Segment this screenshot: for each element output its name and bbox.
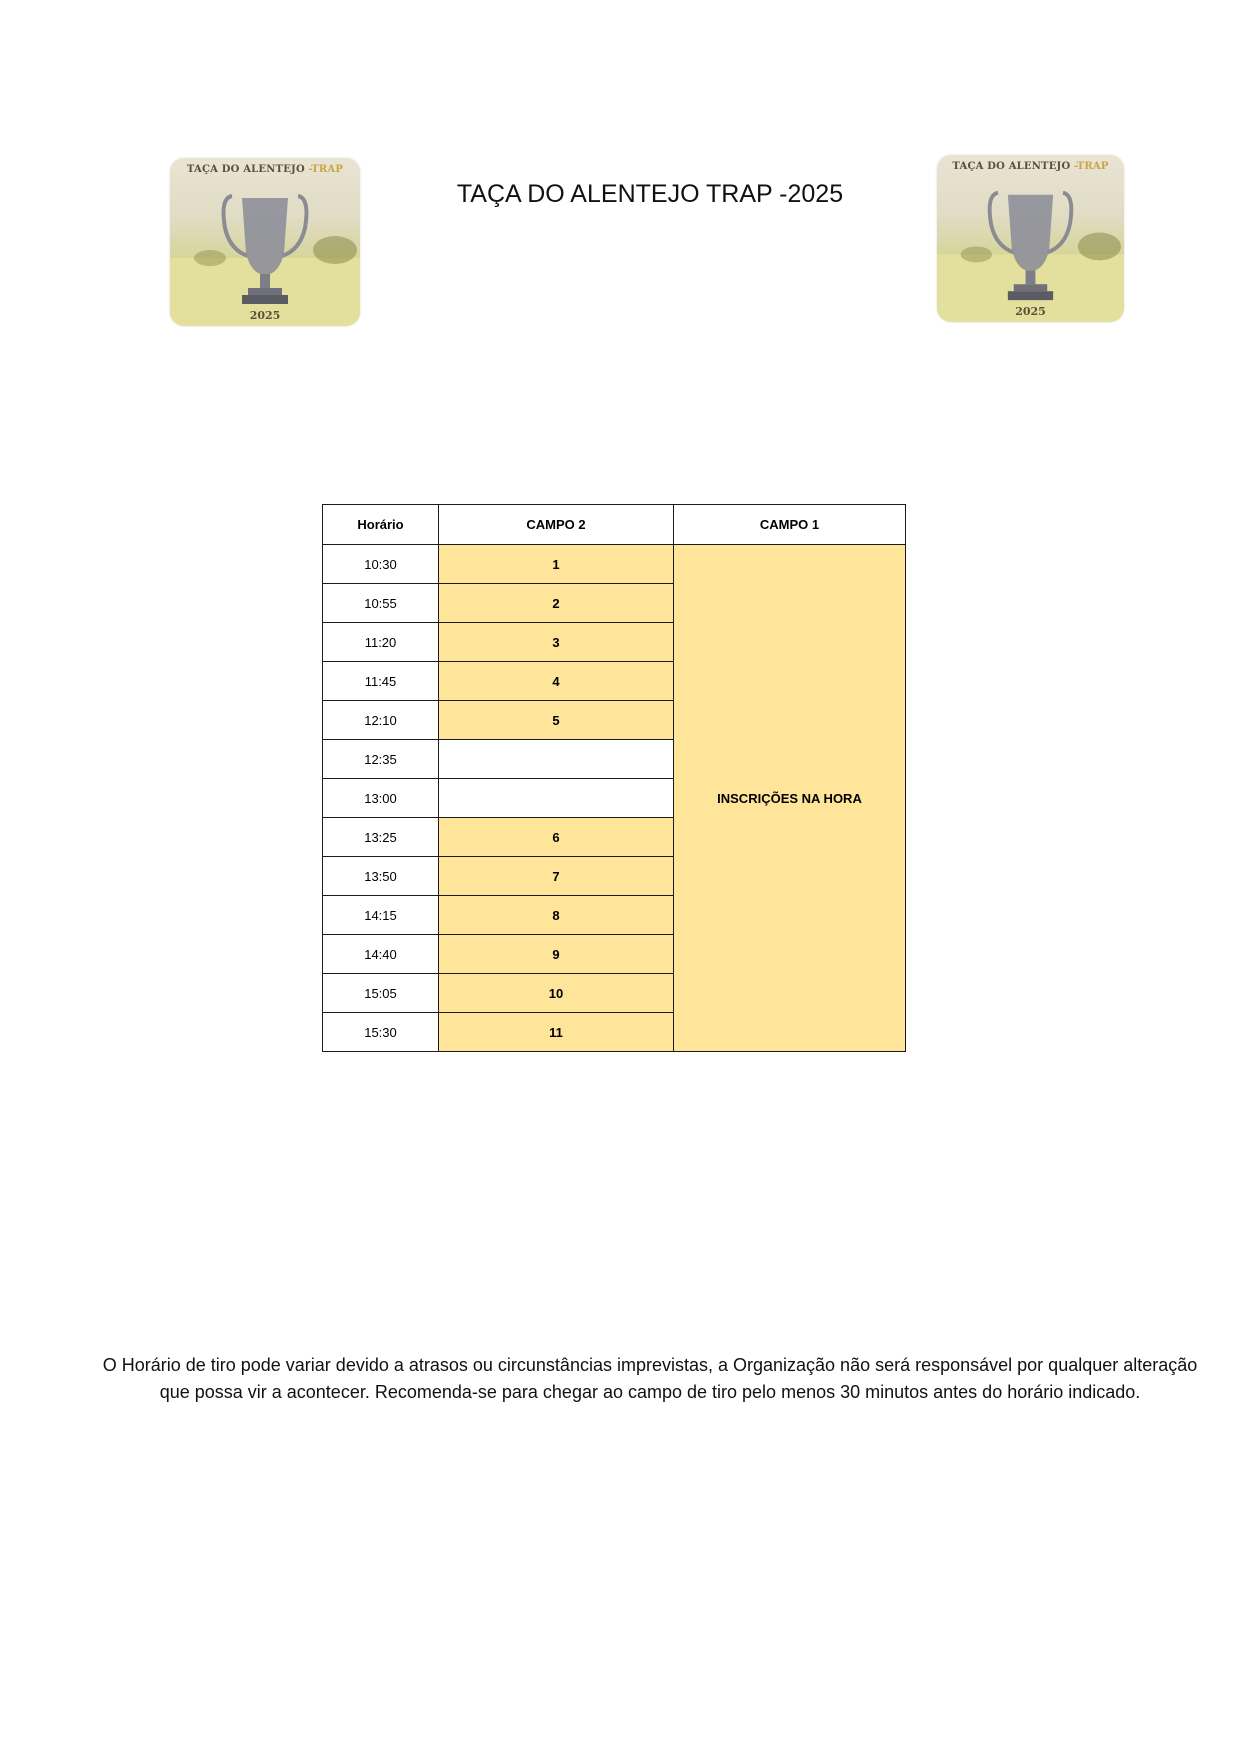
campo2-cell: 11 xyxy=(439,1013,674,1052)
logo-year: 2025 xyxy=(249,309,281,322)
time-cell: 13:50 xyxy=(323,857,439,896)
event-logo-left xyxy=(170,158,360,326)
campo2-cell: 1 xyxy=(439,545,674,584)
trophy-icon xyxy=(170,158,360,326)
time-cell: 15:05 xyxy=(323,974,439,1013)
column-header-campo2: CAMPO 2 xyxy=(439,505,674,545)
time-cell: 11:45 xyxy=(323,662,439,701)
disclaimer-note: O Horário de tiro pode variar devido a atrasos ou circunstâncias imprevistas, a Organização não será responsável por qualquer alteração que possa vir a acontecer. Recomenda-se para chegar ao campo de tiro pelo menos 30 minutos antes do horário indicado. xyxy=(102,1355,1198,1402)
campo2-cell: 4 xyxy=(439,662,674,701)
time-cell: 10:30 xyxy=(323,545,439,584)
time-cell: 13:00 xyxy=(323,779,439,818)
campo2-cell: 8 xyxy=(439,896,674,935)
trophy-icon xyxy=(937,155,1124,322)
table-row xyxy=(323,545,906,584)
time-cell: 14:40 xyxy=(323,935,439,974)
time-cell: 10:55 xyxy=(323,584,439,623)
time-cell: 14:15 xyxy=(323,896,439,935)
campo2-cell: 10 xyxy=(439,974,674,1013)
campo2-cell: 9 xyxy=(439,935,674,974)
campo2-cell: 7 xyxy=(439,857,674,896)
page-title: TAÇA DO ALENTEJO TRAP -2025 xyxy=(456,180,844,208)
campo2-cell: 2 xyxy=(439,584,674,623)
time-cell: 13:25 xyxy=(323,818,439,857)
campo1-merged-cell: INSCRIÇÕES NA HORA xyxy=(674,545,906,1052)
event-logo-right xyxy=(937,155,1124,322)
column-header-campo1: CAMPO 1 xyxy=(674,505,906,545)
time-cell: 11:20 xyxy=(323,623,439,662)
campo2-cell: 3 xyxy=(439,623,674,662)
campo2-cell-empty xyxy=(439,740,674,779)
logo-year: 2025 xyxy=(1015,305,1046,318)
logo-caption: TAÇA DO ALENTEJO -TRAP xyxy=(952,161,1109,172)
time-cell: 15:30 xyxy=(323,1013,439,1052)
column-header-time: Horário xyxy=(323,505,439,545)
table-header-row xyxy=(323,505,906,545)
schedule-table xyxy=(322,504,906,1052)
campo2-cell-empty xyxy=(439,779,674,818)
campo2-cell: 6 xyxy=(439,818,674,857)
time-cell: 12:35 xyxy=(323,740,439,779)
time-cell: 12:10 xyxy=(323,701,439,740)
logo-caption: TAÇA DO ALENTEJO -TRAP xyxy=(186,164,344,175)
campo2-cell: 5 xyxy=(439,701,674,740)
